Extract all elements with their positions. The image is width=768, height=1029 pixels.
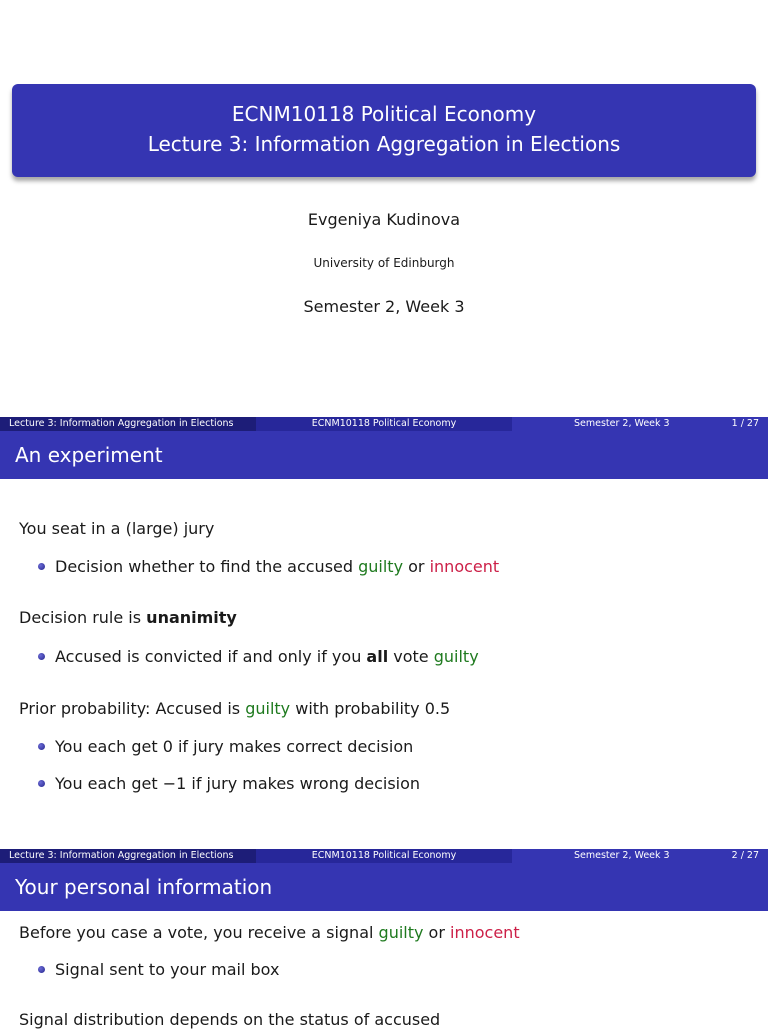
bullet-icon: [38, 966, 45, 973]
author: Evgeniya Kudinova: [307, 210, 461, 229]
bullet-item: [38, 647, 479, 666]
text: You each get 0 if jury makes correct decision: [55, 737, 414, 756]
guilty-term: guilty: [358, 557, 404, 576]
presentation-title: ECNM10118 Political Economy: [231, 102, 537, 126]
text: Signal sent to your mail box: [55, 960, 280, 979]
bullet-icon: [38, 743, 45, 750]
paragraph: [19, 608, 237, 627]
text: or: [423, 923, 451, 942]
text: with probability 0.5: [290, 699, 451, 718]
page-number: 1 / 27: [731, 418, 759, 429]
bullet-icon: [38, 653, 45, 660]
bullet-item: [38, 557, 499, 576]
frame-title: An experiment: [0, 431, 768, 479]
paragraph: [19, 699, 450, 718]
footer-course: ECNM10118 Political Economy: [256, 849, 512, 863]
footline: [0, 417, 768, 431]
paragraph: Signal distribution depends on the status of accused: [19, 1010, 441, 1029]
footer-date: Semester 2, Week 3: [574, 850, 670, 861]
bold-term: all: [366, 647, 389, 666]
text: Decision whether to find the accused: [55, 557, 359, 576]
guilty-term: guilty: [433, 647, 479, 666]
frame-title: Your personal information: [0, 863, 768, 911]
bullet-item: [38, 737, 413, 756]
text: or: [403, 557, 430, 576]
text: Accused is convicted if and only if you: [55, 647, 367, 666]
footer-right: [512, 417, 768, 431]
bullet-icon: [38, 780, 45, 787]
text: Before you case a vote, you receive a signal: [19, 923, 379, 942]
footer-right: [512, 849, 768, 863]
bullet-icon: [38, 563, 45, 570]
footer-course: ECNM10118 Political Economy: [256, 417, 512, 431]
text: Decision rule is: [19, 608, 147, 627]
footer-short-title: Lecture 3: Information Aggregation in Elections: [0, 849, 256, 863]
innocent-term: innocent: [429, 557, 500, 576]
text: Prior probability: Accused is: [19, 699, 246, 718]
date: Semester 2, Week 3: [303, 297, 465, 316]
page-number: 2 / 27: [731, 850, 759, 861]
guilty-term: guilty: [378, 923, 424, 942]
paragraph: [19, 923, 520, 942]
bullet-item: [38, 774, 420, 793]
innocent-term: innocent: [450, 923, 520, 942]
bold-term: unanimity: [146, 608, 237, 627]
footer-date: Semester 2, Week 3: [574, 418, 670, 429]
footer-short-title: Lecture 3: Information Aggregation in Elections: [0, 417, 256, 431]
guilty-term: guilty: [245, 699, 291, 718]
bullet-item: [38, 960, 279, 979]
footline: [0, 849, 768, 863]
institute: University of Edinburgh: [313, 256, 455, 270]
paragraph: You seat in a (large) jury: [19, 519, 215, 538]
title-box: [12, 84, 756, 177]
text: You each get −1 if jury makes wrong decision: [55, 774, 421, 793]
text: vote: [388, 647, 434, 666]
presentation-subtitle: Lecture 3: Information Aggregation in Elections: [147, 132, 621, 156]
